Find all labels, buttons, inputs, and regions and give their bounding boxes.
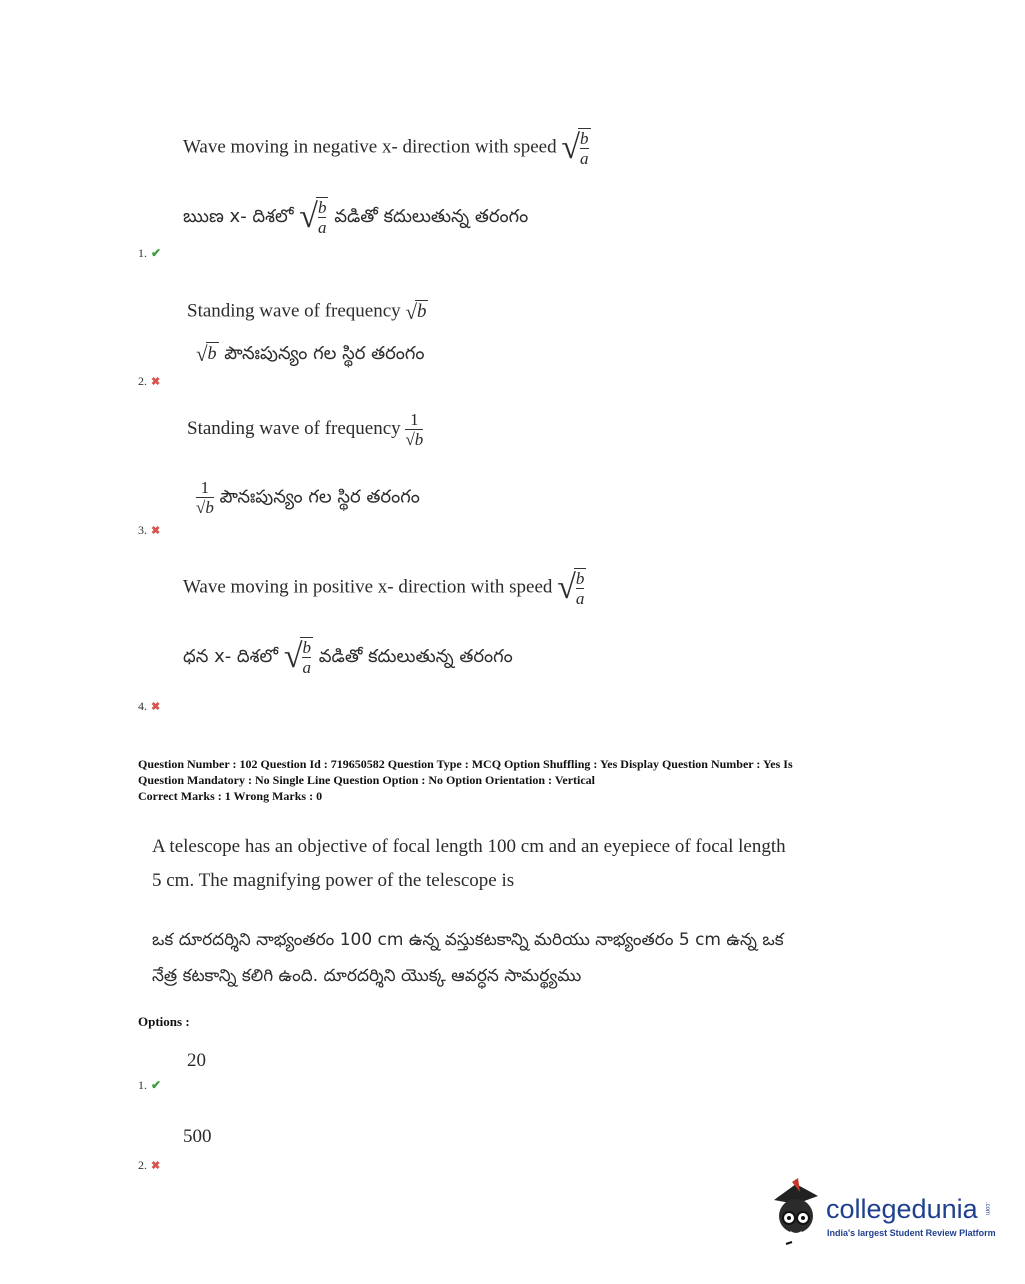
- logo-tagline: India's largest Student Review Platform: [827, 1228, 996, 1238]
- radical-sign: √: [561, 129, 581, 166]
- sqrt-b-over-a: [561, 128, 590, 168]
- answer-option-2-marker: [138, 1156, 160, 1174]
- option-4-english: [183, 568, 586, 608]
- radicand: b: [205, 498, 214, 517]
- denominator: a: [317, 218, 327, 237]
- radical-sign: √: [557, 569, 576, 606]
- check-icon: ✔: [151, 1078, 162, 1092]
- denominator: a: [302, 658, 311, 677]
- answer-option-1-marker: [138, 1076, 161, 1094]
- option-2-telugu: [196, 342, 425, 368]
- radical-sign: √: [405, 430, 415, 449]
- option-4-marker: [138, 697, 160, 715]
- option-number: 1.: [138, 1078, 147, 1092]
- question-meta-line-3: Correct Marks : 1 Wrong Marks : 0: [138, 789, 323, 803]
- option-1-english: [183, 128, 591, 168]
- radical-sign: √: [283, 638, 303, 675]
- sqrt-b: [405, 300, 428, 324]
- radical-sign: √: [196, 342, 208, 366]
- option-3-text: Standing wave of frequency: [187, 417, 401, 439]
- numerator: b: [317, 198, 327, 217]
- cross-icon: ✖: [151, 525, 161, 537]
- logo-brand-text: collegedunia: [826, 1194, 978, 1224]
- option-3-marker: [138, 521, 160, 539]
- option-1-te-after: వడితో కదులుతున్న తరంగం: [334, 206, 529, 227]
- radicand: b: [416, 301, 427, 322]
- option-1-marker: [138, 244, 161, 262]
- question-en-line-2: 5 cm. The magnifying power of the telescope is: [152, 870, 515, 891]
- numerator: 1: [200, 478, 210, 497]
- option-3-english: [187, 410, 423, 449]
- option-4-telugu: [183, 637, 513, 677]
- numerator: b: [580, 129, 589, 148]
- question-meta-line-2: Question Mandatory : No Single Line Question Option : No Option Orientation : Vertical: [138, 773, 596, 787]
- logo-com-text: .com: [984, 1202, 990, 1216]
- option-3-telugu: [196, 478, 420, 517]
- question-english: [152, 830, 786, 898]
- cross-icon: ✖: [151, 1160, 161, 1172]
- one-over-sqrt-b: [405, 410, 423, 449]
- option-number: 2.: [138, 1158, 147, 1172]
- answer-option-1-value: 20: [187, 1050, 206, 1071]
- sqrt-b-over-a: [284, 637, 313, 677]
- option-number: 4.: [138, 699, 147, 713]
- cross-icon: ✖: [151, 701, 161, 713]
- option-2-te-after: పౌనఃపున్యం గల స్థిర తరంగం: [224, 343, 425, 364]
- denominator: a: [575, 589, 585, 608]
- option-3-te-after: పౌనఃపున్యం గల స్థిర తరంగం: [219, 486, 420, 508]
- sqrt-b-over-a: [557, 568, 586, 608]
- numerator: b: [302, 638, 311, 657]
- radicand: b: [414, 430, 424, 449]
- radical-sign: √: [299, 198, 318, 235]
- numerator: 1: [410, 410, 419, 429]
- option-1-te-before: ఋణ x- దిశలో: [183, 206, 294, 227]
- radical-sign: √: [196, 498, 206, 517]
- option-1-text: Wave moving in negative x- direction with speed: [183, 136, 557, 158]
- option-2-english: [187, 300, 428, 324]
- option-2-marker: [138, 372, 160, 390]
- sqrt-b: [196, 342, 219, 366]
- option-2-text: Standing wave of frequency: [187, 300, 401, 322]
- option-number: 3.: [138, 523, 147, 537]
- one-over-sqrt-b: [196, 478, 214, 517]
- cross-icon: ✖: [151, 376, 161, 388]
- question-meta: [138, 756, 898, 804]
- question-te-line-2: నేత్ర కటకాన్ని కలిగి ఉంది. దూరదర్శిని యొక్క ఆవర్ధన సామర్థ్యము: [152, 966, 582, 986]
- denominator: a: [580, 149, 589, 168]
- radicand: b: [206, 342, 219, 366]
- option-4-text: Wave moving in positive x- direction with speed: [183, 576, 553, 598]
- question-te-line-1: ఒక దూరదర్శిని నాభ్యంతరం 100 cm ఉన్న వస్తుకటకాన్ని మరియు నాభ్యంతరం 5 cm ఉన్న ఒక: [152, 930, 784, 950]
- option-1-telugu: [183, 197, 528, 237]
- collegedunia-logo[interactable]: [766, 1178, 996, 1248]
- question-telugu: [152, 922, 784, 994]
- question-en-line-1: A telescope has an objective of focal length 100 cm and an eyepiece of focal length: [152, 836, 786, 857]
- option-4-te-after: వడితో కదులుతున్న తరంగం: [318, 646, 513, 667]
- options-label: Options :: [138, 1014, 190, 1029]
- option-4-te-before: ధన x- దిశలో: [183, 646, 279, 667]
- sqrt-b-over-a: [299, 197, 328, 237]
- option-number: 2.: [138, 374, 147, 388]
- radical-sign: √: [405, 300, 417, 324]
- mascot-icon: [766, 1178, 824, 1248]
- check-icon: ✔: [151, 246, 162, 260]
- option-number: 1.: [138, 246, 147, 260]
- numerator: b: [575, 569, 585, 588]
- question-meta-line-1: Question Number : 102 Question Id : 719650582 Question Type : MCQ Option Shuffling : Yes Display Question Number : Yes Is: [138, 757, 793, 771]
- answer-option-2-value: 500: [183, 1126, 212, 1147]
